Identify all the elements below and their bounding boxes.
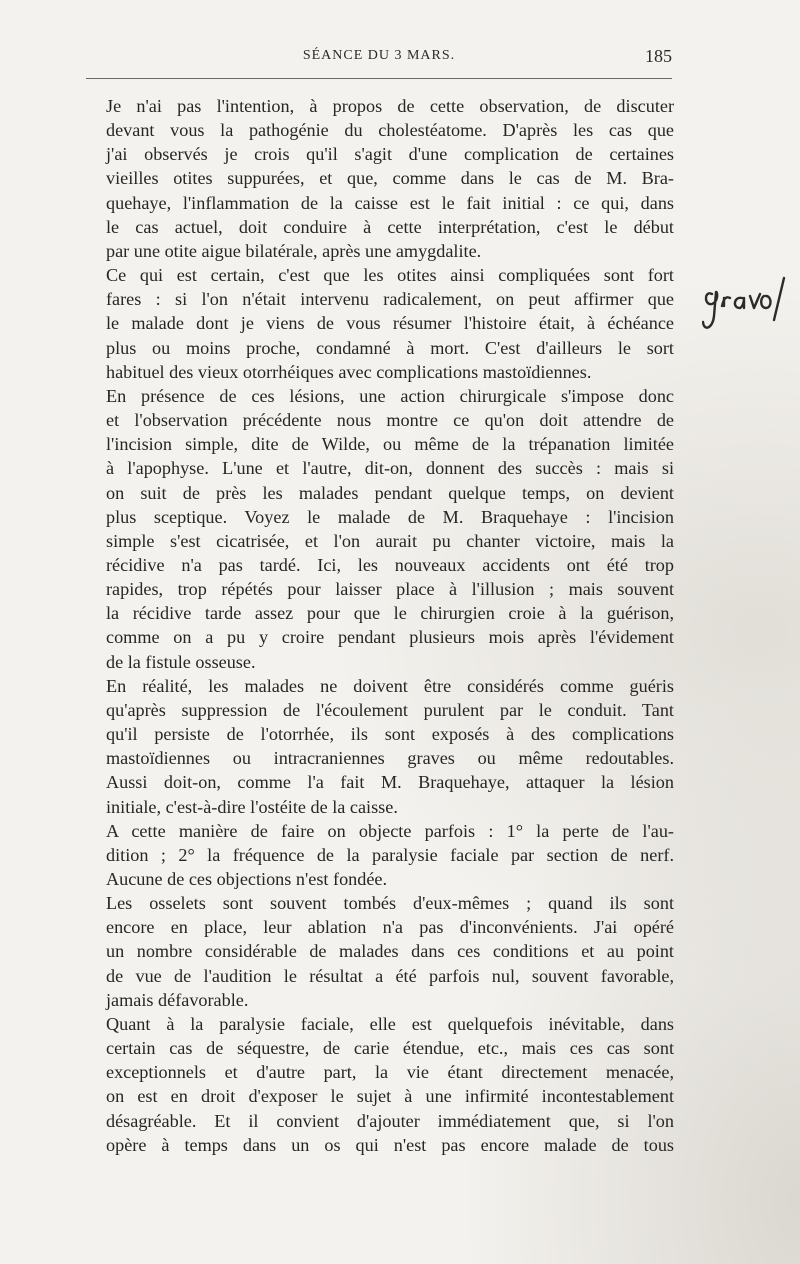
page-number: 185 — [645, 46, 672, 66]
text-line: le malade dont je viens de vous résumer l'histoire était, à échéance — [106, 313, 674, 334]
text-line: habituel des vieux otorrhéiques avec complications mastoïdiennes. — [106, 361, 592, 382]
text-line: initiale, c'est-à-dire l'ostéite de la caisse. — [106, 796, 398, 817]
running-head: SÉANCE DU 3 MARS. — [302, 48, 456, 63]
text-line: A cette manière de faire on objecte parfois : 1° la perte de l'au- — [106, 820, 674, 841]
text-line: comme on a pu y croire pendant plusieurs mois après l'évidement — [106, 627, 674, 648]
text-line: Aucune de ces objections n'est fondée. — [106, 869, 388, 889]
text-line: plus sceptique. Voyez le malade de M. Braquehaye : l'incision — [106, 506, 674, 527]
text-line: En réalité, les malades ne doivent être considérés comme guéris — [106, 675, 674, 696]
text-line: En présence de ces lésions, une action chirurgicale s'impose donc — [106, 385, 674, 406]
text-line: devant vous la pathogénie du cholestéatome. D'après les cas que — [106, 120, 674, 141]
text-line: on suit de près les malades pendant quelque temps, on devient — [106, 482, 674, 503]
body-text — [84, 94, 674, 1157]
text-line: désagréable. Et il convient d'ajouter immédiatement que, si l'on — [106, 1110, 674, 1131]
text-line: plus ou moins proche, condamné à mort. C'est d'ailleurs le sort — [106, 337, 674, 358]
text-line: Quant à la paralysie faciale, elle est quelquefois inévitable, dans — [106, 1013, 674, 1034]
text-line: on est en droit d'exposer le sujet à une infirmité incontestablement — [106, 1086, 674, 1107]
paragraph — [84, 263, 674, 384]
text-line: Ce qui est certain, c'est que les otites ainsi compliquées sont fort — [106, 265, 674, 286]
text-line: à l'apophyse. L'une et l'autre, dit-on, donnent des succès : mais si — [106, 458, 674, 479]
paragraph — [84, 1012, 674, 1157]
text-line: j'ai observés je crois qu'il s'agit d'une complication de certaines — [106, 144, 674, 165]
text-line: opère à temps dans un os qui n'est pas encore malade de tous — [106, 1134, 674, 1155]
paragraph — [84, 384, 674, 674]
header-rule — [86, 78, 672, 79]
paragraph — [84, 94, 674, 263]
text-line: par une otite aigue bilatérale, après une amygdalite. — [106, 240, 482, 261]
text-line: et l'observation précédente nous montre ce qu'on doit attendre de — [106, 410, 674, 431]
text-line: vieilles otites suppurées, et que, comme dans le cas de M. Bra- — [106, 168, 674, 189]
text-line: simple s'est cicatrisée, et l'on aurait pu chanter victoire, mais la — [106, 530, 674, 551]
text-line: jamais défavorable. — [106, 989, 249, 1010]
text-line: de la fistule osseuse. — [106, 651, 256, 672]
text-line: rapides, trop répétés pour laisser place à l'illusion ; mais souvent — [106, 579, 674, 600]
paragraph — [84, 674, 674, 819]
text-line: de vue de l'audition le résultat a été parfois nul, souvent favorable, — [106, 965, 674, 986]
text-line: le cas actuel, doit conduire à cette interprétation, c'est le début — [106, 216, 674, 237]
text-line: Les osselets sont souvent tombés d'eux-mêmes ; quand ils sont — [106, 893, 674, 914]
page-header — [86, 46, 672, 70]
text-line: fares : si l'on n'était intervenu radicalement, on peut affirmer que — [106, 289, 674, 310]
text-line: l'incision simple, dite de Wilde, ou même de la trépanation limitée — [106, 434, 674, 455]
text-line: Aussi doit-on, comme l'a fait M. Braquehaye, attaquer la lésion — [106, 772, 674, 793]
text-line: qu'après suppression de l'écoulement purulent par le conduit. Tant — [106, 699, 674, 720]
text-line: qu'il persiste de l'otorrhée, ils sont exposés à des complications — [106, 724, 674, 745]
text-line: Je n'ai pas l'intention, à propos de cette observation, de discuter — [106, 96, 674, 116]
text-line: exceptionnels et d'autre part, la vie étant directement menacée, — [106, 1062, 674, 1083]
paragraph — [84, 819, 674, 891]
text-line: récidive n'a pas tardé. Ici, les nouveaux accidents ont été trop — [106, 554, 674, 575]
text-line: la récidive tarde assez pour que le chirurgien croie à la guérison, — [106, 603, 674, 624]
text-line: encore en place, leur ablation n'a pas d'inconvénients. J'ai opéré — [106, 917, 674, 938]
text-line: dition ; 2° la fréquence de la paralysie faciale par section de nerf. — [106, 844, 674, 865]
paragraph — [84, 891, 674, 1012]
text-line: un nombre considérable de malades dans ces conditions et au point — [106, 941, 674, 962]
text-line: mastoïdiennes ou intracraniennes graves ou même redoutables. — [106, 748, 674, 769]
text-line: quehaye, l'inflammation de la caisse est le fait initial : ce qui, dans — [106, 192, 674, 213]
text-line: certain cas de séquestre, de carie étendue, etc., mais ces cas sont — [106, 1038, 674, 1059]
handwritten-margin-note — [702, 276, 792, 340]
